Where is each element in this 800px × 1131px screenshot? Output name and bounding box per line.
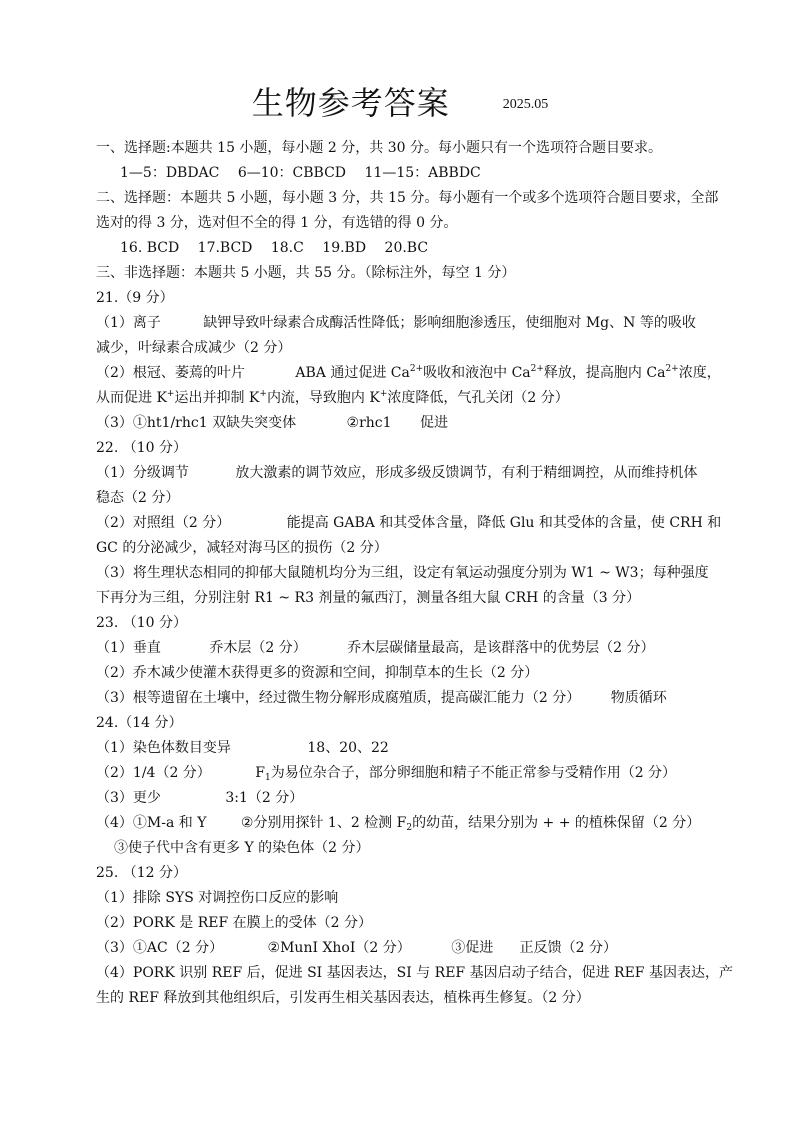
q21-2c-text-2: 运出并抑制 K bbox=[174, 390, 260, 406]
q24-4-answer-a: （4）①M-a 和 Y bbox=[96, 815, 207, 831]
q23-part-1 bbox=[96, 636, 706, 661]
q21-part-2-cont bbox=[96, 386, 706, 411]
q21-2c-text-3: 内流，导致胞内 K bbox=[266, 390, 380, 406]
q25-3-answer-d: 正反馈（2 分） bbox=[519, 940, 618, 956]
superscript: + bbox=[166, 389, 175, 399]
q21-2-answer-a: （2）根冠、萎蔫的叶片 bbox=[96, 365, 245, 381]
q22-heading: 22. （10 分） bbox=[96, 440, 187, 456]
q24-4-text-2: 的幼苗，结果分别为 + + 的植株保留（2 分） bbox=[412, 815, 701, 831]
q24-3-answer-b: 3:1（2 分） bbox=[225, 790, 304, 806]
q24-part-3 bbox=[96, 786, 706, 811]
q23-3-answer-b: 物质循环 bbox=[610, 690, 667, 706]
q21-3-answer-a: （3）①ht1/rhc1 双缺失突变体 bbox=[96, 415, 297, 431]
q21-part-1 bbox=[96, 311, 706, 336]
q23-1-answer-c: 乔木层碳储量最高，是该群落中的优势层（2 分） bbox=[347, 640, 655, 656]
q22-part-1-cont: 稳态（2 分） bbox=[96, 490, 180, 506]
q23-3-answer-a: （3）根等遗留在土壤中，经过微生物分解形成腐殖质，提高碳汇能力（2 分） bbox=[96, 690, 581, 706]
superscript: 2+ bbox=[530, 364, 544, 374]
q22-part-2-cont: GC 的分泌减少，减轻对海马区的损伤（2 分） bbox=[96, 540, 388, 556]
page-title: 生物参考答案 bbox=[251, 84, 450, 122]
q21-2-text-3: 释放，提高胞内 Ca bbox=[543, 365, 666, 381]
q22-part-1 bbox=[96, 461, 706, 486]
q24-2-text-1: F bbox=[255, 765, 265, 781]
q25-part-1: （1）排除 SYS 对调控伤口反应的影响 bbox=[96, 890, 339, 906]
answer-19: 19.BD bbox=[322, 240, 367, 256]
answer-17: 17.BCD bbox=[197, 240, 253, 256]
q21-2-text-2: 吸收和液泡中 Ca bbox=[423, 365, 531, 381]
q22-part-3: （3）将生理状态相同的抑郁大鼠随机均分为三组，设定有氧运动强度分别为 W1 ~ W3；每种强度 bbox=[96, 565, 709, 581]
answer-6-10: 6—10：CBBCD bbox=[237, 165, 347, 181]
q24-part-2 bbox=[96, 761, 706, 786]
section-2-answers bbox=[96, 236, 706, 261]
answer-11-15: 11—15：ABBDC bbox=[364, 165, 481, 181]
superscript: + bbox=[259, 389, 267, 399]
q24-part-4 bbox=[96, 811, 706, 836]
q21-heading: 21.（9 分） bbox=[96, 290, 174, 306]
page-title-block bbox=[0, 78, 800, 124]
q23-part-2: （2）乔木减少使灌木获得更多的资源和空间，抑制草本的生长（2 分） bbox=[96, 665, 539, 681]
superscript: 2+ bbox=[665, 364, 679, 374]
section-2-header-line-1: 二、选择题：本题共 5 小题，每小题 3 分，共 15 分。每小题有一个或多个选项符合题目要求，全部 bbox=[96, 190, 719, 206]
q21-3-answer-b: ②rhc1 bbox=[346, 415, 392, 431]
answer-18: 18.C bbox=[270, 240, 304, 256]
answer-20: 20.BC bbox=[384, 240, 429, 256]
q24-1-answer-a: （1）染色体数目变异 bbox=[96, 740, 231, 756]
q24-heading: 24.（14 分） bbox=[96, 715, 183, 731]
q24-2-answer-a: （2）1/4（2 分） bbox=[96, 765, 211, 781]
subscript: 1 bbox=[264, 773, 271, 783]
q21-2-text-4: 浓度， bbox=[678, 365, 721, 381]
q25-3-answer-c: ③促进 bbox=[451, 940, 494, 956]
q21-1-answer-b: 缺钾导致叶绿素合成酶活性降低；影响细胞渗透压，使细胞对 Mg、N 等的吸收 bbox=[203, 315, 696, 331]
q21-2-text-1: ABA 通过促进 Ca bbox=[295, 365, 410, 381]
section-1-answers bbox=[96, 161, 706, 186]
q25-part-2: （2）PORK 是 REF 在膜上的受体（2 分） bbox=[96, 915, 372, 931]
q22-1-answer-a: （1）分级调节 bbox=[96, 465, 189, 481]
q24-1-answer-b: 18、20、22 bbox=[307, 740, 389, 756]
q25-3-answer-b: ②MunI XhoI（2 分） bbox=[267, 940, 411, 956]
q22-part-3-cont: 下再分为三组，分别注射 R1 ~ R3 剂量的氟西汀，测量各组大鼠 CRH 的含量（3 分） bbox=[96, 590, 641, 606]
q24-part-1 bbox=[96, 736, 706, 761]
q25-part-4-cont: 生的 REF 释放到其他组织后，引发再生相关基因表达，植株再生修复。（2 分） bbox=[96, 990, 590, 1006]
superscript: 2+ bbox=[409, 364, 424, 374]
q24-2-text-2: 为易位杂合子，部分卵细胞和精子不能正常参与受精作用（2 分） bbox=[270, 765, 677, 781]
q23-heading: 23. （10 分） bbox=[96, 615, 187, 631]
q21-2c-text-4: 浓度降低，气孔关闭（2 分） bbox=[387, 390, 569, 406]
q23-part-3 bbox=[96, 686, 706, 711]
answer-16: 16. BCD bbox=[120, 240, 180, 256]
page-date: 2025.05 bbox=[502, 97, 549, 112]
q25-part-3 bbox=[96, 936, 706, 961]
q22-part-2 bbox=[96, 511, 722, 536]
q22-2-answer-b: 能提高 GABA 和其受体含量，降低 Glu 和其受体的含量，使 CRH 和 bbox=[286, 515, 722, 531]
q25-3-answer-a: （3）①AC（2 分） bbox=[96, 940, 224, 956]
section-3-header: 三、非选择题：本题共 5 小题，共 55 分。（除标注外，每空 1 分） bbox=[96, 265, 516, 281]
q24-part-4-cont: ③使子代中含有更多 Y 的染色体（2 分） bbox=[114, 840, 370, 856]
q23-1-answer-a: （1）垂直 bbox=[96, 640, 161, 656]
subscript: 2 bbox=[406, 823, 413, 833]
q21-part-1-cont: 减少，叶绿素合成减少（2 分） bbox=[96, 340, 292, 356]
q23-1-answer-b: 乔木层（2 分） bbox=[209, 640, 307, 656]
section-2-header-line-2: 选对的得 3 分，选对但不全的得 1 分，有选错的得 0 分。 bbox=[96, 215, 458, 231]
q25-part-4: （4）PORK 识别 REF 后，促进 SI 基因表达，SI 与 REF 基因启动子结合，促进 REF 基因表达，产 bbox=[96, 965, 733, 981]
q22-1-answer-b: 放大激素的调节效应，形成多级反馈调节，有利于精细调控，从而维持机体 bbox=[235, 465, 698, 481]
q24-3-answer-a: （3）更少 bbox=[96, 790, 161, 806]
answer-content bbox=[96, 136, 733, 1011]
q22-2-answer-a: （2）对照组（2 分） bbox=[96, 515, 231, 531]
q24-4-text-1: ②分别用探针 1、2 检测 F bbox=[240, 815, 407, 831]
section-1-header: 一、选择题:本题共 15 小题，每小题 2 分，共 30 分。每小题只有一个选项符合题目要求。 bbox=[96, 140, 662, 156]
q21-part-3 bbox=[96, 411, 706, 436]
q21-part-2 bbox=[96, 361, 721, 386]
q21-3-answer-c: 促进 bbox=[420, 415, 449, 431]
answer-1-5: 1—5：DBDAC bbox=[120, 165, 220, 181]
q21-1-answer-a: （1）离子 bbox=[96, 315, 161, 331]
q25-heading: 25. （12 分） bbox=[96, 865, 187, 881]
superscript: + bbox=[379, 389, 388, 399]
q21-2c-text-1: 从而促进 K bbox=[96, 390, 167, 406]
